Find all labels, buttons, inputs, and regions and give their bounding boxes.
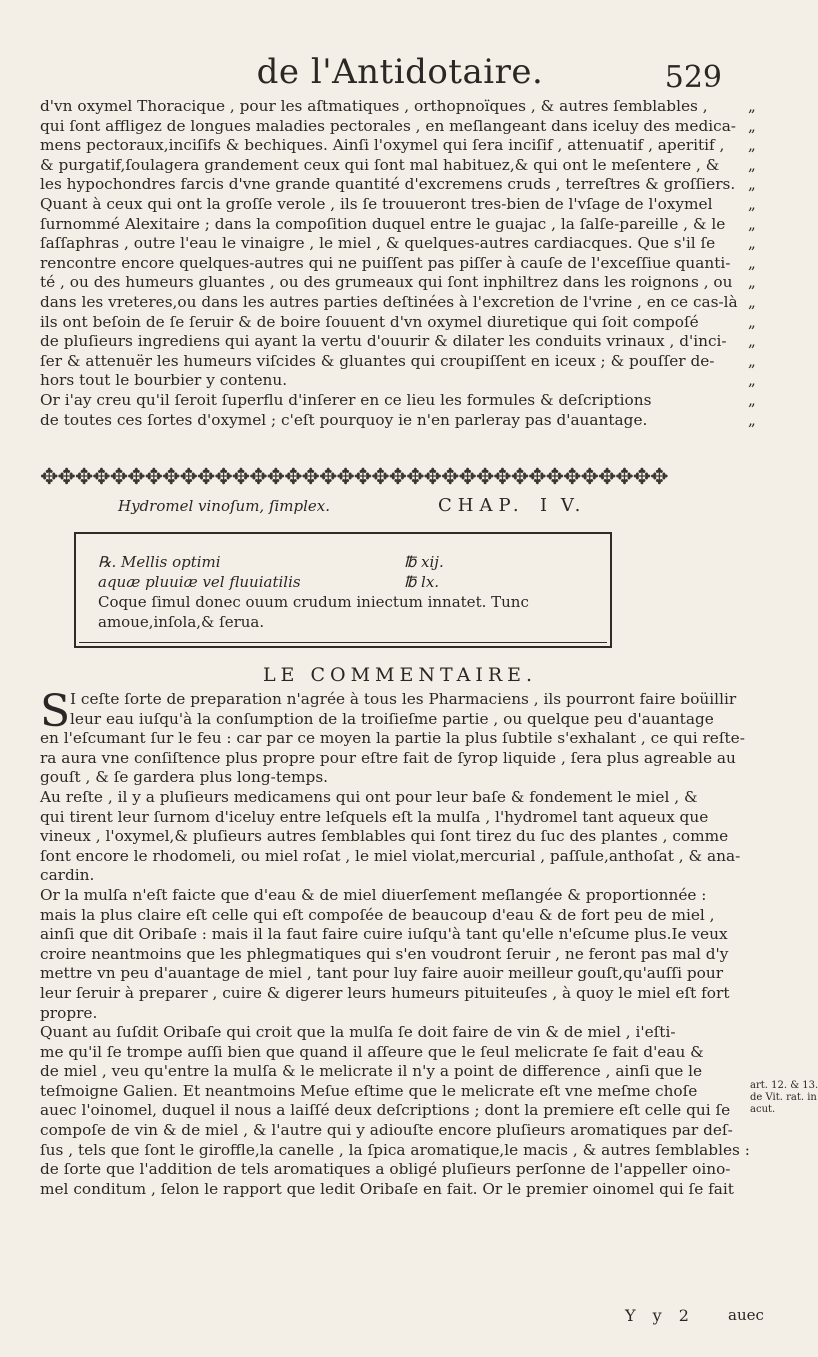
text-line: propre. (40, 1003, 98, 1022)
text-line: ils ont beſoin de ſe ſeruir & de boire ſouuent d'vn oxymel diuretique qui ſoit compoſé (40, 312, 699, 331)
quote-mark: „ (748, 273, 756, 292)
text-line: rencontre encore quelques-autres qui ne puiſſent pas piſſer à cauſe de l'exceſſiue quanti- (40, 253, 731, 272)
chapter-subtitle: Hydromel vinoſum, ſimplex. (118, 497, 331, 515)
text-line: de miel , veu qu'entre la mulſa & le melicrate il n'y a point de difference , ainſi que le (40, 1062, 703, 1081)
text-line: auec l'oinomel, duquel il nous a laiſſé deux deſcriptions ; dont la premiere eſt celle qui ſe (40, 1101, 731, 1120)
text-line: cardin. (40, 866, 95, 885)
text-line: dans les vreteres,ou dans les autres parties deſtinées à l'excretion de l'vrine , en ce cas-là (40, 292, 738, 311)
text-line: mens pectoraux,inciſifs & bechiques. Ainſi l'oxymel qui ſera inciſif , attenuatif , aperitif , (40, 136, 725, 155)
text-line: teſmoigne Galien. Et neantmoins Meſue eſtime que le melicrate eſt vne meſme choſe (40, 1081, 698, 1100)
text-line: vineux , l'oxymel,& pluſieurs autres ſemblables qui ſont tirez du ſuc des plantes , comme (40, 827, 729, 846)
quote-mark: „ (748, 136, 756, 155)
quote-mark: „ (748, 234, 756, 253)
quote-mark: „ (748, 116, 756, 135)
commentary-heading: LE COMMENTAIRE. (262, 664, 538, 686)
text-line: en l'eſcumant ſur le feu : car par ce moyen la partie la plus ſubtile s'exhalant , ce qui reſte- (40, 729, 745, 748)
catchword: auec (728, 1306, 764, 1324)
running-head (0, 52, 800, 95)
quote-mark: „ (748, 371, 756, 390)
quote-mark: „ (748, 214, 756, 233)
ornamental-band: ✥✥✥✥✥✥✥✥✥✥✥✥✥✥✥✥✥✥✥✥✥✥✥✥✥✥✥✥✥✥✥✥✥✥✥✥ (40, 465, 668, 490)
text-line: qui ſont affligez de longues maladies pectorales , en meſlangeant dans iceluy des medica- (40, 116, 736, 135)
text-line: Or i'ay creu qu'il ſeroit ſuperflu d'inſerer en ce lieu les formules & deſcriptions (40, 390, 652, 409)
recipe-box (74, 532, 612, 648)
quote-mark: „ (748, 97, 756, 115)
quote-mark: „ (748, 155, 756, 174)
commentary-text (40, 686, 750, 1199)
running-title: de l'Antidotaire. (256, 52, 544, 92)
text-line: d'vn oxymel Thoracique , pour les aſtmatiques , orthopnoïques , & autres ſemblables , (40, 97, 708, 115)
recipe-quantity-honey: ℔ xij. (404, 553, 444, 571)
text-line: qui tirent leur ſurnom d'iceluy entre leſquels eſt la mulſa , l'hydromel tant aqueux que (40, 807, 709, 826)
margin-note (750, 1080, 818, 1116)
text-line: ſaſſaphras , outre l'eau le vinaigre , le miel , & quelques-autres cardiacques. Que s'il ſe (40, 234, 716, 253)
quote-mark: „ (748, 312, 756, 331)
text-line: de pluſieurs ingrediens qui ayant la vertu d'ouurir & dilater les conduits vrinaux , d'inci- (40, 332, 727, 351)
recipe-instruction-end: amoue,inſola,& ſerua. (98, 613, 265, 631)
recipe-ingredient-water: aquæ pluuiæ vel fluuiatilis (98, 573, 301, 591)
chapter-number: I V. (540, 495, 585, 516)
text-line: leur eau iuſqu'à la conſumption de la troiſieſme partie , ou quelque peu d'auantage (70, 709, 714, 728)
text-line: ſurnommé Alexitaire ; dans la compoſition duquel entre le guajac , la ſalſe-pareille , & le (40, 214, 726, 233)
text-line: mel conditum , ſelon le rapport que ledit Oribaſe en fait. Or le premier oinomel qui ſe fait (40, 1179, 734, 1198)
recipe-quantity-water: ℔ lx. (404, 573, 440, 591)
text-line: gouſt , & ſe gardera plus long-temps. (40, 768, 329, 787)
text-line: ſus , tels que ſont le giroffle,la canelle , la ſpica aromatique,le macis , & autres ſemblables : (40, 1140, 750, 1159)
quote-mark: „ (748, 253, 756, 272)
quote-mark: „ (748, 351, 756, 370)
quote-mark: „ (748, 390, 756, 409)
quote-mark: „ (748, 410, 756, 429)
text-line: I ceſte ſorte de preparation n'agrée à tous les Pharmaciens , ils pourront faire boüillir (70, 690, 737, 708)
text-line: hors tout le bourbier y contenu. (40, 371, 288, 390)
quote-mark: „ (748, 292, 756, 311)
text-line: ſer & attenuër les humeurs viſcides & gluantes qui croupiſſent en iceux ; & pouſſer de- (40, 351, 715, 370)
text-line: compoſe de vin & de miel , & l'autre qui y adiouſte encore pluſieurs aromatiques par deſ- (40, 1121, 733, 1140)
text-line: croire neantmoins que les phlegmatiques qui s'en voudront ſeruir , ne feront pas mal d'y (40, 944, 729, 963)
text-line: de ſorte que l'addition de tels aromatiques a obligé pluſieurs perſonne de l'appeller oino- (40, 1160, 731, 1179)
text-line: mais la plus claire eſt celle qui eſt compoſée de beaucoup d'eau & de fort peu de miel , (40, 905, 715, 924)
chapter-label: CHAP. (438, 495, 525, 516)
page-number: 529 (664, 60, 722, 95)
text-line: me qu'il ſe trompe auſſi bien que quand il aſſeure que le ſeul melicrate ſe fait d'eau & (40, 1042, 704, 1061)
quote-mark: „ (748, 175, 756, 194)
margin-note-line: art. 12. & 13. (750, 1080, 818, 1091)
text-line: leur ſeruir à preparer , cuire & digerer leurs humeurs pituiteuſes , à quoy le miel eſt fort (40, 983, 730, 1002)
recipe-ingredient-honey: ℞. Mellis optimi (98, 553, 221, 571)
text-line: té , ou des humeurs gluantes , ou des grumeaux qui ſont inphiltrez dans les roignons , ou (40, 273, 733, 292)
top-paragraph (40, 97, 745, 430)
text-line: ainſi que dit Oribaſe : mais il la faut faire cuire iuſqu'à tant qu'elle n'eſcume plus.Ie veux (40, 925, 728, 944)
text-line: mettre vn peu d'auantage de miel , tant pour luy faire auoir meilleur gouſt,qu'auſſi pour (40, 964, 724, 983)
text-line: Quant au ſuſdit Oribaſe qui croit que la mulſa ſe doit faire de vin & de miel , i'eſti- (40, 1023, 676, 1042)
text-line: Quant à ceux qui ont la groſſe verole , ils ſe trouueront tres-bien de l'vſage de l'oxymel (40, 194, 713, 213)
text-line: ra aura vne conſiſtence plus propre pour eſtre fait de ſyrop liquide , ſera plus agreable au (40, 748, 736, 767)
quote-mark: „ (748, 332, 756, 351)
text-line: Au reſte , il y a pluſieurs medicamens qui ont pour leur baſe & fondement le miel , & (40, 787, 698, 806)
text-line: ſont encore le rhodomeli, ou miel roſat , le miel violat,mercurial , paſſule,anthoſat , & ana- (40, 846, 741, 865)
text-line: & purgatif,ſoulagera grandement ceux qui ſont mal habituez,& qui ont le meſentere , & (40, 155, 720, 174)
signature-mark: Y y 2 (625, 1306, 695, 1325)
drop-cap: S (40, 686, 71, 737)
text-line: de toutes ces ſortes d'oxymel ; c'eſt pourquoy ie n'en parleray pas d'auantage. (40, 410, 648, 429)
quote-marks-column (748, 97, 772, 430)
chapter-heading (40, 497, 760, 523)
margin-note-line: acut. (750, 1104, 776, 1115)
text-line: les hypochondres farcis d'vne grande quantité d'excremens cruds , terreſtres & groſſiers. (40, 175, 736, 194)
quote-mark: „ (748, 194, 756, 213)
recipe-instruction: Coque ſimul donec ouum crudum iniectum innatet. Tunc (98, 593, 529, 611)
margin-note-line: de Vit. rat. in (750, 1092, 817, 1103)
text-line: Or la mulſa n'eſt faicte que d'eau & de miel diuerſement meſlangée & proportionnée : (40, 885, 707, 904)
